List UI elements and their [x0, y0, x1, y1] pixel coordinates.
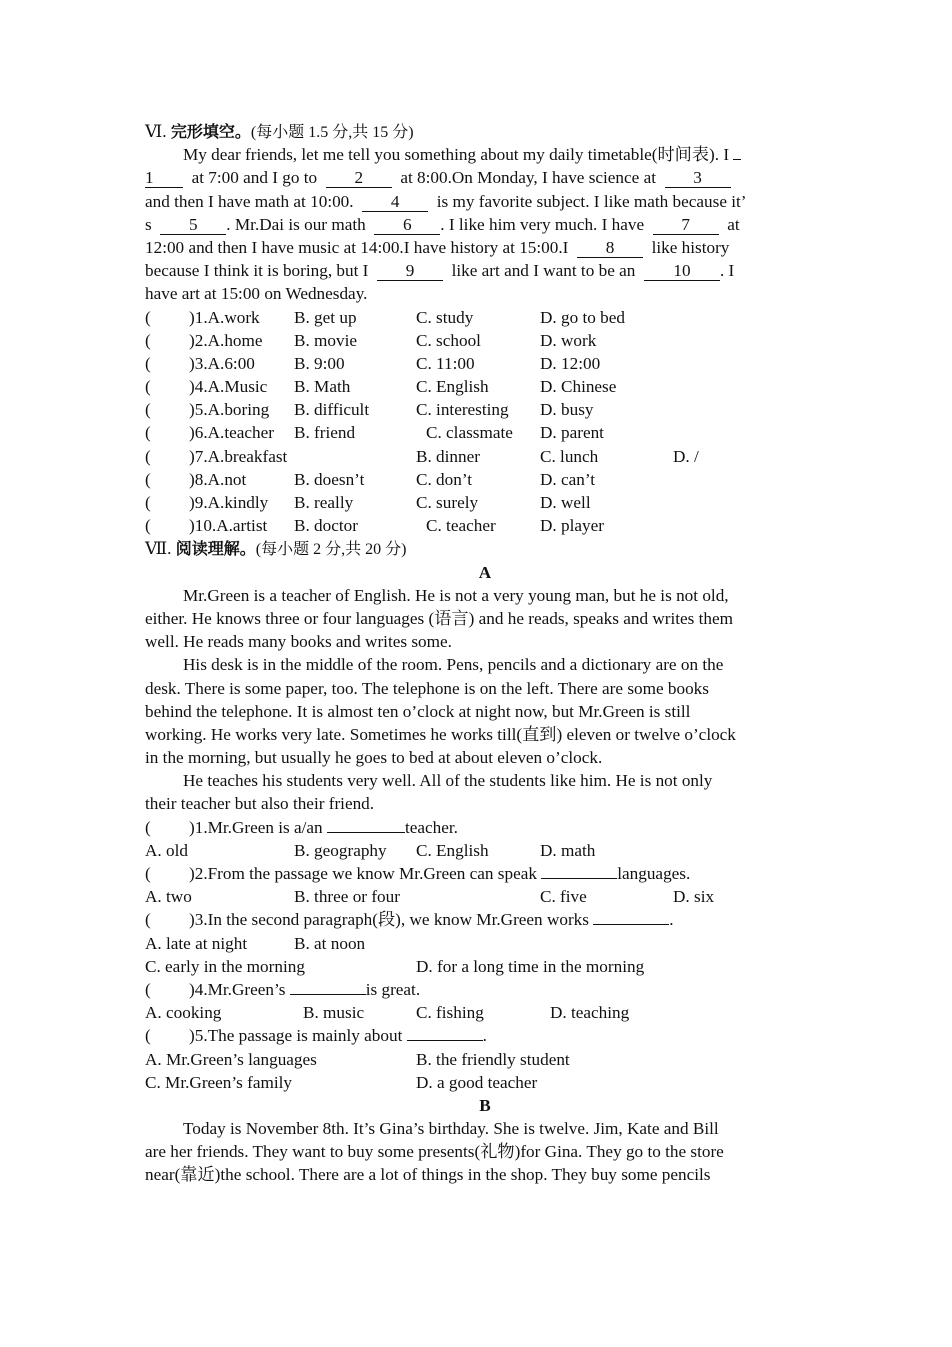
cloze-question-1: [145, 306, 825, 329]
passage-line: [145, 236, 825, 259]
blank-3: 3: [665, 169, 731, 188]
reading-question-2: [145, 862, 825, 885]
section-7-note: (每小题 2 分,共 20 分): [255, 541, 407, 559]
option-d: D. go to bed: [540, 307, 625, 327]
blank-line: [733, 159, 741, 160]
option-b: B. three or four: [294, 887, 400, 907]
option-b: B. 9:00: [294, 353, 345, 373]
option-c: C. don’t: [416, 469, 473, 489]
part-a-passage: [145, 584, 825, 816]
option-c: C. English: [416, 840, 489, 860]
cloze-question-6: [145, 421, 825, 444]
passage-text: like art and I want to be an: [451, 261, 636, 281]
question-text: )1.Mr.Green is a/an: [189, 817, 323, 837]
answer-blank: [290, 994, 366, 995]
question-text: )2.From the passage we know Mr.Green can speak: [189, 864, 537, 883]
part-b-passage: [145, 1117, 825, 1187]
passage-text: like history: [651, 237, 730, 257]
option-a: )9.A.kindly: [189, 493, 269, 512]
answer-blank: [541, 878, 617, 879]
passage-text: at 7:00 and I go to: [191, 168, 318, 188]
answer-paren: (: [145, 516, 151, 536]
reading-options-2: [145, 885, 825, 908]
answer-blank: [407, 1040, 483, 1041]
option-d: D. busy: [540, 400, 594, 420]
answer-paren: (: [145, 979, 151, 999]
passage-line: behind the telephone. It is almost ten o’clock at night now, but Mr.Green is still: [145, 701, 691, 721]
option-a: A. late at night: [145, 933, 248, 953]
option-a: A. old: [145, 840, 188, 860]
answer-paren: (: [145, 864, 151, 883]
passage-text: s: [145, 214, 152, 234]
option-a: A. Mr.Green’s languages: [145, 1049, 317, 1069]
section-7-heading: [145, 537, 825, 560]
cloze-question-3: [145, 352, 825, 375]
answer-blank: [593, 924, 669, 925]
passage-line: [145, 166, 825, 189]
question-text: .: [482, 1026, 487, 1046]
option-c: C. Mr.Green’s family: [145, 1072, 293, 1092]
part-a-label: A: [478, 562, 492, 582]
reading-question-4: [145, 978, 825, 1001]
answer-paren: (: [145, 446, 151, 466]
answer-paren: (: [145, 400, 151, 420]
cloze-question-4: [145, 375, 825, 398]
cloze-question-10: [145, 514, 825, 537]
passage-line: Mr.Green is a teacher of English. He is not a very young man, but he is not old,: [183, 585, 729, 605]
reading-questions: [145, 816, 825, 1094]
blank-5: 5: [160, 216, 226, 235]
option-d: D. a good teacher: [416, 1072, 538, 1092]
option-d: D. player: [540, 516, 604, 536]
option-a: )1.A.work: [189, 307, 260, 327]
passage-line: either. He knows three or four languages (语言) and he reads, speaks and writes them: [145, 608, 734, 628]
option-c: C. classmate: [426, 423, 513, 443]
option-a: )5.A.boring: [189, 400, 270, 420]
passage-line: He teaches his students very well. All of the students like him. He is not only: [183, 771, 713, 791]
passage-line: well. He reads many books and writes some.: [145, 632, 452, 652]
option-d: D. well: [540, 493, 591, 512]
reading-options-3a: [145, 932, 825, 955]
section-6-note: (每小题 1.5 分,共 15 分): [250, 124, 414, 141]
option-d: D. teaching: [550, 1003, 630, 1023]
question-stem: [189, 862, 690, 885]
cloze-passage: [145, 143, 825, 305]
section-6-heading: [145, 120, 825, 143]
section-6-title: 完形填空。: [170, 122, 251, 141]
option-c: C. fishing: [416, 1003, 484, 1023]
option-b: B. movie: [294, 330, 358, 350]
option-b: B. doctor: [294, 516, 358, 536]
passage-line: in the morning, but usually he goes to bed at about eleven o’clock.: [145, 748, 603, 768]
passage-text: is my favorite subject. I like math because it’: [436, 191, 747, 211]
option-c: C. study: [416, 307, 474, 327]
option-c: C. surely: [416, 493, 479, 512]
passage-line: [145, 190, 825, 213]
question-stem: [189, 816, 458, 839]
reading-options-4: [145, 1001, 825, 1024]
option-c: C. 11:00: [416, 353, 475, 373]
blank-4: 4: [362, 193, 428, 212]
reading-question-1: [145, 816, 825, 839]
option-d: D. 12:00: [540, 353, 601, 373]
answer-paren: (: [145, 423, 151, 443]
question-stem: [189, 908, 674, 931]
question-text: )3.In the second paragraph(段), we know Mr.Green works: [189, 910, 589, 930]
passage-text: at 8:00.On Monday, I have science at: [400, 168, 656, 188]
option-b: B. doesn’t: [294, 469, 365, 489]
option-d: D. work: [540, 330, 597, 350]
section-6-roman: Ⅵ.: [145, 122, 167, 141]
option-a: )4.A.Music: [189, 377, 268, 397]
question-text: )4.Mr.Green’s: [189, 979, 286, 999]
option-a: )3.A.6:00: [189, 353, 255, 373]
section-7-title: 阅读理解。: [175, 539, 256, 559]
reading-question-3: [145, 908, 825, 931]
worksheet-content: [145, 120, 825, 1187]
reading-options-3b: [145, 955, 825, 978]
blank-1: 1: [145, 169, 183, 188]
reading-options-1: [145, 839, 825, 862]
passage-line: are her friends. They want to buy some presents(礼物)for Gina. They go to the store: [145, 1142, 724, 1162]
passage-line: [145, 259, 825, 282]
option-c: C. interesting: [416, 400, 509, 420]
question-text: is great.: [365, 979, 421, 999]
option-b: B. really: [294, 493, 354, 512]
passage-line: desk. There is some paper, too. The telephone is on the left. There are some books: [145, 678, 709, 698]
option-d: D. math: [540, 840, 596, 860]
passage-line: [145, 143, 825, 166]
answer-paren: (: [145, 469, 151, 489]
option-a: )7.A.breakfast: [189, 446, 288, 466]
answer-paren: (: [145, 817, 151, 837]
cloze-question-9: [145, 491, 825, 514]
answer-blank: [327, 832, 405, 833]
passage-text: . I: [719, 261, 735, 281]
reading-options-5b: [145, 1071, 825, 1094]
option-c: C. English: [416, 377, 489, 397]
passage-line: [145, 213, 825, 236]
option-b: B. geography: [294, 840, 387, 860]
passage-text: at: [727, 214, 740, 234]
blank-9: 9: [377, 262, 443, 281]
option-d: D. six: [673, 887, 715, 907]
blank-8: 8: [577, 239, 643, 258]
answer-paren: (: [145, 493, 151, 512]
option-c: C. teacher: [426, 516, 496, 536]
option-a: )8.A.not: [189, 469, 247, 489]
part-b-label: B: [479, 1095, 491, 1115]
option-d: D. parent: [540, 423, 604, 443]
option-b: B. the friendly student: [416, 1049, 570, 1069]
blank-7: 7: [653, 216, 719, 235]
passage-line: working. He works very late. Sometimes he works till(直到) eleven or twelve o’clock: [145, 724, 736, 744]
answer-paren: (: [145, 307, 151, 327]
passage-line: [145, 282, 825, 305]
option-c: C. five: [540, 887, 587, 907]
option-c: C. lunch: [540, 446, 599, 466]
option-b: B. Math: [294, 377, 351, 397]
option-c: C. early in the morning: [145, 956, 305, 976]
passage-line: their teacher but also their friend.: [145, 794, 375, 814]
option-b: B. dinner: [416, 446, 480, 466]
cloze-question-2: [145, 329, 825, 352]
option-c: C. school: [416, 330, 481, 350]
option-b: B. difficult: [294, 400, 370, 420]
option-a: A. two: [145, 887, 192, 907]
option-a: )10.A.artist: [189, 516, 268, 536]
answer-paren: (: [145, 1026, 151, 1046]
question-text: .: [669, 910, 674, 930]
option-b: B. at noon: [294, 933, 366, 953]
cloze-question-8: [145, 468, 825, 491]
passage-text: 12:00 and then I have music at 14:00.I have history at 15:00.I: [145, 237, 569, 257]
blank-6: 6: [374, 216, 440, 235]
option-a: A. cooking: [145, 1003, 222, 1023]
reading-question-5: [145, 1024, 825, 1047]
question-text: teacher.: [404, 817, 458, 837]
question-text: languages.: [617, 864, 691, 883]
option-b: B. get up: [294, 307, 357, 327]
answer-paren: (: [145, 353, 151, 373]
option-a: )2.A.home: [189, 330, 263, 350]
passage-text: . I like him very much. I have: [440, 214, 645, 234]
question-text: )5.The passage is mainly about: [189, 1026, 403, 1046]
option-b: B. friend: [294, 423, 356, 443]
cloze-options: [145, 306, 825, 538]
answer-paren: (: [145, 330, 151, 350]
option-d: D. Chinese: [540, 377, 617, 397]
passage-line: His desk is in the middle of the room. Pens, pencils and a dictionary are on the: [183, 655, 724, 675]
answer-paren: (: [145, 377, 151, 397]
question-stem: [189, 1024, 487, 1047]
passage-text: . Mr.Dai is our math: [226, 214, 366, 234]
passage-line: Today is November 8th. It’s Gina’s birthday. She is twelve. Jim, Kate and Bill: [183, 1119, 719, 1139]
option-d: D. for a long time in the morning: [416, 956, 645, 976]
blank-10: 10: [644, 262, 720, 281]
option-a: )6.A.teacher: [189, 423, 274, 443]
passage-text: and then I have math at 10:00.: [145, 191, 354, 211]
passage-text: have art at 15:00 on Wednesday.: [145, 284, 368, 304]
passage-text: because I think it is boring, but I: [145, 261, 369, 281]
cloze-question-5: [145, 398, 825, 421]
section-7-roman: Ⅶ.: [145, 539, 172, 559]
passage-text: My dear friends, let me tell you something about my daily timetable(时间表). I: [183, 145, 730, 165]
passage-line: near(靠近)the school. There are a lot of things in the shop. They buy some pencils: [145, 1165, 711, 1185]
cloze-question-7: [145, 445, 825, 468]
blank-2: 2: [326, 169, 392, 188]
option-b: B. music: [303, 1003, 365, 1023]
option-d: D. can’t: [540, 469, 596, 489]
option-d: D. /: [673, 446, 699, 466]
question-stem: [189, 978, 420, 1001]
reading-options-5a: [145, 1048, 825, 1071]
answer-paren: (: [145, 910, 151, 930]
